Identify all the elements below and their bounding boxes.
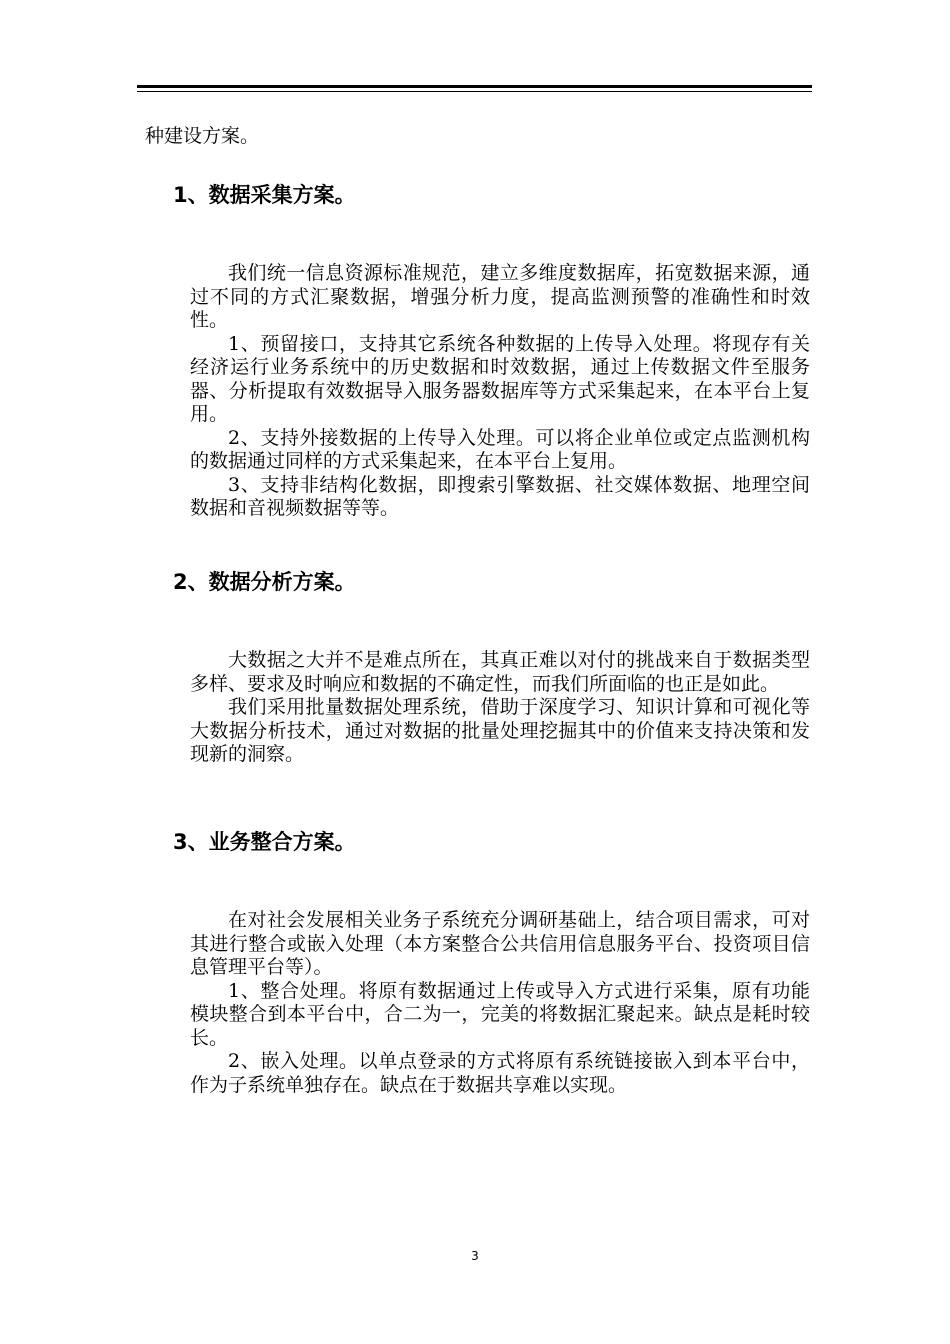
section-3-paragraph: 在对社会发展相关业务子系统充分调研基础上，结合项目需求，可对其进行整合或嵌入处理（本方案整合公共信用信息服务平台、投资项目信息管理平台等）。: [190, 909, 810, 978]
section-3-heading: 3、业务整合方案。: [173, 830, 356, 854]
section-1-body: [190, 262, 810, 521]
section-3-body: [190, 909, 810, 1097]
section-3-paragraph: 2、嵌入处理。以单点登录的方式将原有系统链接嵌入到本平台中，作为子系统单独存在。缺点在于数据共享难以实现。: [190, 1050, 810, 1096]
lead-text: 种建设方案。: [145, 125, 260, 147]
section-2-body: [190, 649, 810, 767]
header-rule-thin: [137, 91, 812, 92]
section-1-paragraph: 3、支持非结构化数据，即搜索引擎数据、社交媒体数据、地理空间数据和音视频数据等等。: [190, 473, 810, 519]
section-3-paragraph: 1、整合处理。将原有数据通过上传或导入方式进行采集，原有功能模块整合到本平台中，合二为一，完美的将数据汇聚起来。缺点是耗时较长。: [190, 979, 810, 1049]
section-2-paragraph: 大数据之大并不是难点所在，其真正难以对付的挑战来自于数据类型多样、要求及时响应和数据的不确定性，而我们所面临的也正是如此。: [190, 649, 810, 695]
section-1-paragraph: 1、预留接口，支持其它系统各种数据的上传导入处理。将现存有关经济运行业务系统中的历史数据和时效数据，通过上传数据文件至服务器、分析提取有效数据导入服务器数据库等方式采集起来，在本平台上复用。: [190, 332, 810, 425]
section-1-paragraph: 我们统一信息资源标准规范，建立多维度数据库，拓宽数据来源，通过不同的方式汇聚数据，增强分析力度，提高监测预警的准确性和时效性。: [190, 262, 810, 331]
section-2-heading: 2、数据分析方案。: [173, 570, 356, 594]
page-number: 3: [471, 1249, 479, 1263]
section-1-paragraph: 2、支持外接数据的上传导入处理。可以将企业单位或定点监测机构的数据通过同样的方式采集起来，在本平台上复用。: [190, 426, 810, 472]
header-rule-thick: [137, 85, 812, 88]
section-1-heading: 1、数据采集方案。: [173, 183, 356, 207]
section-2-paragraph: 我们采用批量数据处理系统，借助于深度学习、知识计算和可视化等大数据分析技术，通过对数据的批量处理挖掘其中的价值来支持决策和发现新的洞察。: [190, 696, 810, 765]
